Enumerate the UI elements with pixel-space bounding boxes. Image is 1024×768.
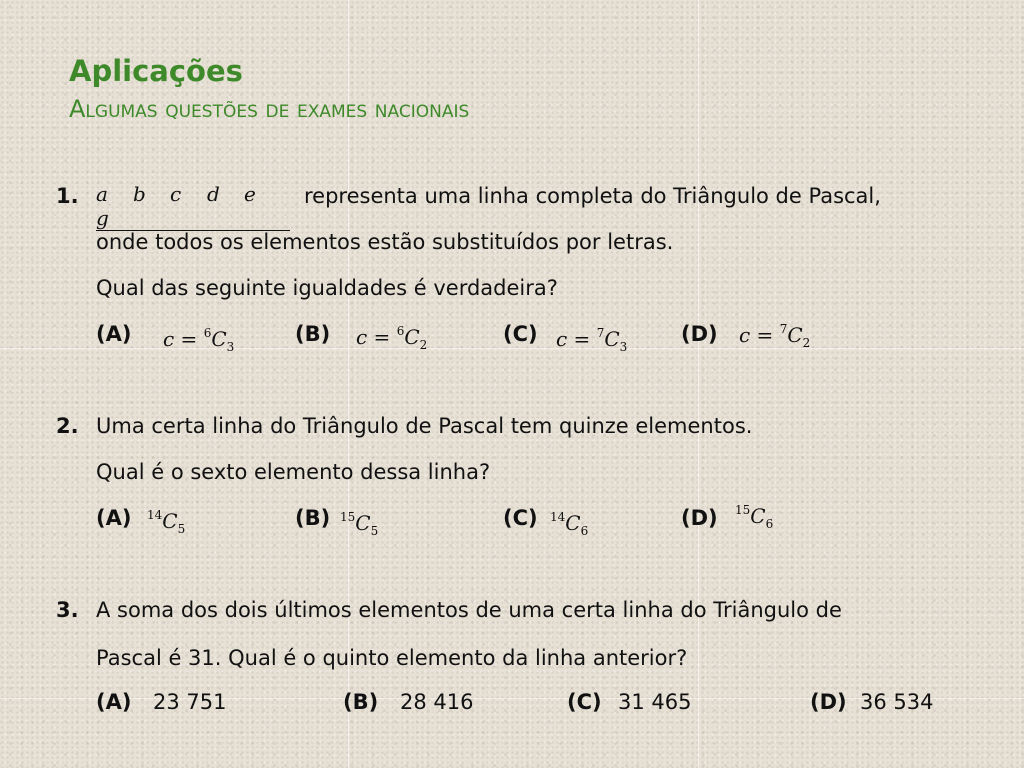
q3-option-c-label: (C) [567,690,602,714]
q3-option-d-label: (D) [810,690,847,714]
q1-option-b-formula: $c = ^6C_2$ [356,324,428,352]
letter: a [96,182,108,206]
letter: e [244,182,256,206]
letter: d [207,182,220,206]
q1-option-b-label: (B) [295,322,331,346]
q3-option-a-label: (A) [96,690,132,714]
q2-option-c-formula: $^{14}C_6$ [550,510,589,538]
q1-option-a-label: (A) [96,322,132,346]
q1-option-c-formula: $c = ^7C_3$ [556,326,628,354]
letter: c [170,182,182,206]
q3-option-b-label: (B) [343,690,379,714]
q3-option-b-value: 28 416 [400,690,474,714]
question-2-text-2: Qual é o sexto elemento dessa linha? [96,460,491,484]
letter: g [96,206,109,230]
q2-option-b-formula: $^{15}C_5$ [340,510,379,538]
q2-option-b-label: (B) [295,506,331,530]
q3-option-a-value: 23 751 [153,690,227,714]
q3-option-d-value: 36 534 [860,690,934,714]
q1-option-d-label: (D) [681,322,718,346]
grid-line [0,348,1024,349]
page-title: Aplicações [69,54,243,88]
page-subtitle: Algumas questões de exames nacionais [69,95,470,123]
q3-option-c-value: 31 465 [618,690,692,714]
q2-option-a-label: (A) [96,506,132,530]
q1-option-d-formula: $c = ^7C_2$ [739,322,811,350]
grid-line [698,0,699,768]
q2-option-c-label: (C) [503,506,538,530]
question-1-text-2: onde todos os elementos estão substituídos por letras. [96,230,674,254]
question-2-number: 2. [56,414,79,438]
q2-option-d-label: (D) [681,506,718,530]
pascal-row-letters [96,182,290,231]
question-3-text-1: A soma dos dois últimos elementos de uma certa linha do Triângulo de [96,598,842,622]
q1-option-c-label: (C) [503,322,538,346]
q2-option-d-formula: $^{15}C_6$ [735,503,774,531]
q2-option-a-formula: $^{14}C_5$ [147,508,186,536]
question-1-text-1: representa uma linha completa do Triângulo de Pascal, [304,184,881,208]
question-3-text-2: Pascal é 31. Qual é o quinto elemento da linha anterior? [96,646,688,670]
q1-option-a-formula: $c = ^6C_3$ [163,326,235,354]
question-1-number: 1. [56,184,79,208]
question-1-text-3: Qual das seguinte igualdades é verdadeira? [96,276,558,300]
letter: b [133,182,146,206]
question-2-text-1: Uma certa linha do Triângulo de Pascal tem quinze elementos. [96,414,753,438]
question-3-number: 3. [56,598,79,622]
